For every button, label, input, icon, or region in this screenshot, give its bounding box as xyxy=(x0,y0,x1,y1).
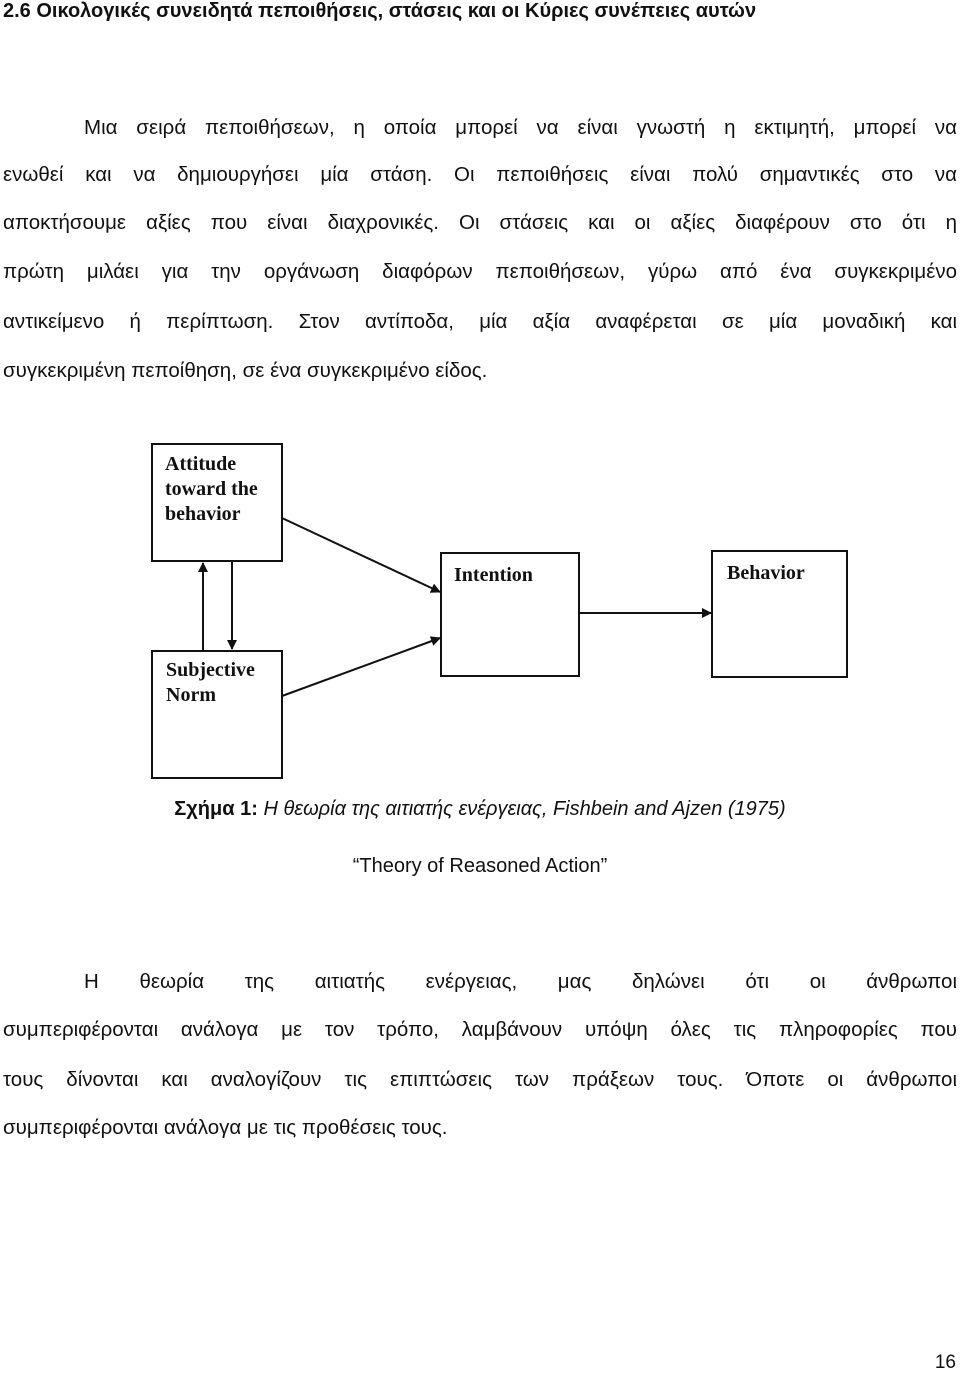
page-number: 16 xyxy=(934,1352,956,1373)
figure-subtitle: “Theory of Reasoned Action” xyxy=(352,855,608,877)
attitude-box xyxy=(152,444,282,561)
attitude-label-line-1: Attitude xyxy=(165,453,237,475)
behavior-box xyxy=(712,551,847,677)
attitude-label-line-3: behavior xyxy=(165,503,241,525)
paragraph2-line-4: συμπεριφέρονται ανάλογα με τις προθέσεις τους. xyxy=(3,1116,448,1139)
paragraph1-line-6: συγκεκριμένη πεποίθηση, σε ένα συγκεκριμένο είδος. xyxy=(3,359,488,382)
paragraph1-line-5: αντικείμενο ή περίπτωση. Στον αντίποδα, μία αξία αναφέρεται σε μία μοναδική και xyxy=(3,310,957,333)
intention-label: Intention xyxy=(454,564,533,586)
paragraph1-line-3: αποκτήσουμε αξίες που είναι διαχρονικές. Οι στάσεις και οι αξίες διαφέρουν στο ότι η xyxy=(3,211,957,234)
subjective-norm-label-line-2: Norm xyxy=(166,684,216,706)
theory-of-reasoned-action-diagram xyxy=(0,420,960,790)
arrow-attitude-to-intention xyxy=(282,518,440,592)
intention-box xyxy=(441,553,579,676)
section-heading: 2.6 Οικολογικές συνειδητά πεποιθήσεις, στάσεις και οι Κύριες συνέπειες αυτών xyxy=(3,0,757,22)
arrow-norm-to-intention xyxy=(282,638,440,696)
caption-text: Η θεωρία της αιτιατής ενέργειας, Fishbein and Ajzen (1975) xyxy=(263,798,786,820)
figure-caption xyxy=(0,798,960,821)
behavior-label: Behavior xyxy=(727,562,805,584)
paragraph2-line-2: συμπεριφέρονται ανάλογα με τον τρόπο, λαμβάνουν υπόψη όλες τις πληροφορίες που xyxy=(3,1018,957,1041)
paragraph2-line-3: τους δίνονται και αναλογίζουν τις επιπτώσεις των πράξεων τους. Όποτε οι άνθρωποι xyxy=(3,1068,957,1091)
attitude-label-line-2: toward the xyxy=(165,478,258,500)
paragraph2-line-1: Η θεωρία της αιτιατής ενέργειας, μας δηλώνει ότι οι άνθρωποι xyxy=(84,970,957,993)
caption-label: Σχήμα 1: xyxy=(174,798,258,820)
subjective-norm-box xyxy=(152,651,282,778)
paragraph1-line-1: Μια σειρά πεποιθήσεων, η οποία μπορεί να είναι γνωστή η εκτιμητή, μπορεί να xyxy=(84,116,957,139)
paragraph1-line-2: ενωθεί και να δημιουργήσει μία στάση. Οι πεποιθήσεις είναι πολύ σημαντικές στο να xyxy=(3,163,957,186)
subjective-norm-label-line-1: Subjective xyxy=(166,659,255,681)
paragraph1-line-4: πρώτη μιλάει για την οργάνωση διαφόρων πεποιθήσεων, γύρω από ένα συγκεκριμένο xyxy=(3,260,957,283)
